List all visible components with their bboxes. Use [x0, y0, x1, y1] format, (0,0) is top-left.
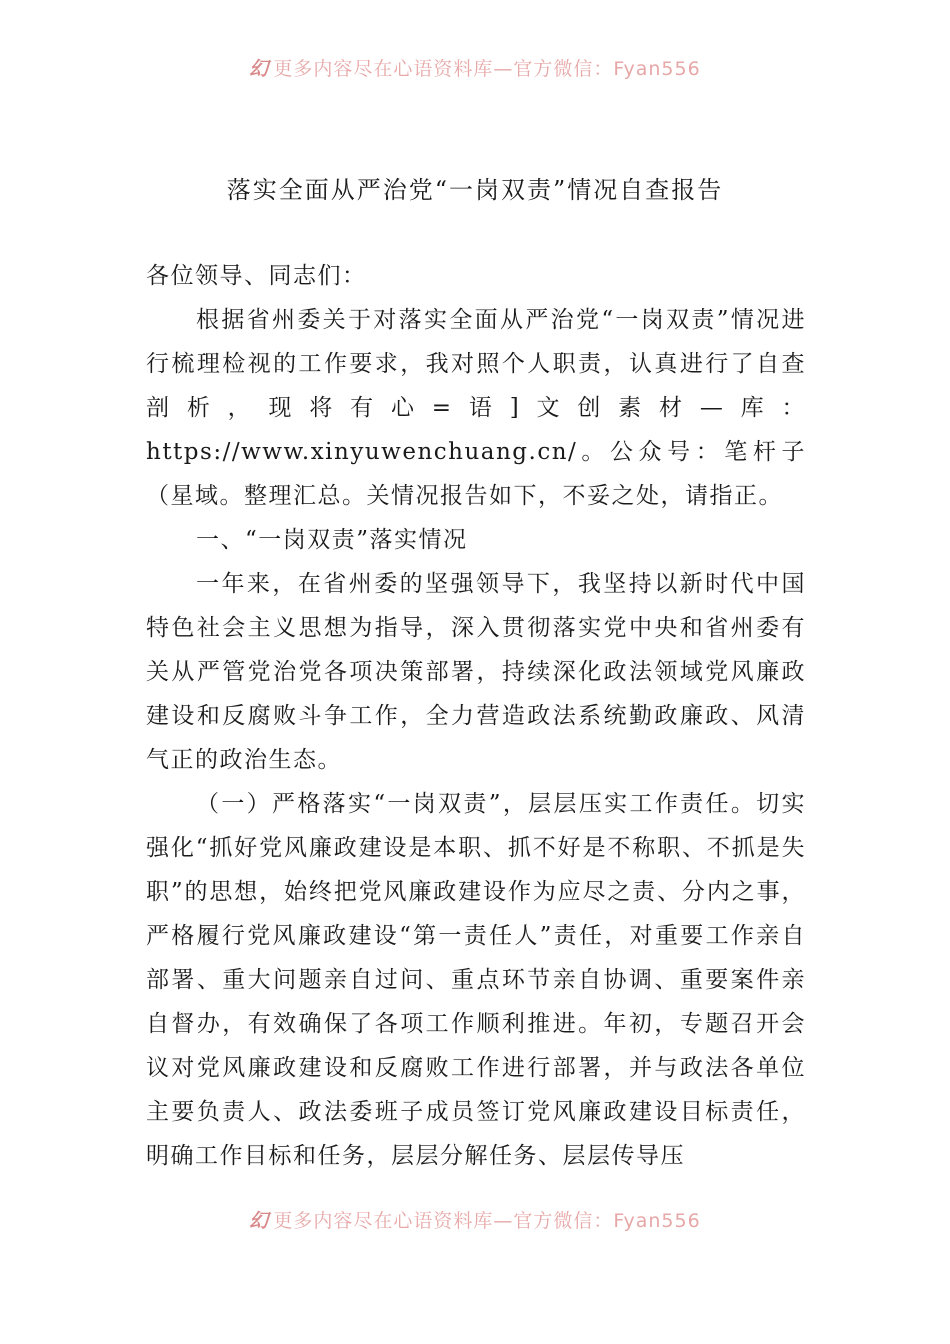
document-title: 落实全面从严治党“一岗双责”情况自查报告 — [226, 176, 724, 204]
paragraph-subsection-1: （一）严格落实“一岗双责”，层层压实工作责任。切实强化“抓好党风廉政建设是本职、抓不好是不称职、不抓是失职”的思想，始终把党风廉政建设作为应尽之责、分内之事，严格履行党风廉政建设“第一责任人”责任，对重要工作亲自部署、重大问题亲自过问、重点环节亲自协调、重要案件亲自督办，有效确保了各项工作顺利推进。年初，专题召开会议对党风廉政建设和反腐败工作进行部署，并与政法各单位主要负责人、政法委班子成员签订党风廉政建设目标责任，明确工作目标和任务，层层分解任务、层层传导压 — [146, 791, 806, 1169]
paragraph-intro: 根据省州委关于对落实全面从严治党“一岗双责”情况进行梳理检视的工作要求，我对照个人职责，认真进行了自查剖析，现将有心=语]文创素材—库：https://www.xinyuwenchuang.cn/。公众号：笔杆子（星域。整理汇总。关情况报告如下，不妥之处，请指正。 — [146, 307, 806, 509]
watermark-footer — [0, 1208, 950, 1234]
document-body — [146, 254, 806, 1178]
watermark-text-footer: 更多内容尽在心语资料库—官方微信：Fyan556 — [273, 1210, 701, 1232]
watermark-text: 更多内容尽在心语资料库—官方微信：Fyan556 — [273, 58, 701, 80]
section-heading-1: 一、“一岗双责”落实情况 — [196, 527, 468, 553]
watermark-logo: 幻 — [249, 58, 270, 80]
watermark-logo-footer: 幻 — [249, 1210, 270, 1232]
paragraph-overview: 一年来，在省州委的坚强领导下，我坚持以新时代中国特色社会主义思想为指导，深入贯彻落实党中央和省州委有关从严管党治党各项决策部署，持续深化政法领域党风廉政建设和反腐败斗争工作，全力营造政法系统勤政廉政、风清气正的政治生态。 — [146, 571, 806, 773]
watermark-header — [0, 56, 950, 82]
salutation: 各位领导、同志们： — [146, 263, 367, 289]
